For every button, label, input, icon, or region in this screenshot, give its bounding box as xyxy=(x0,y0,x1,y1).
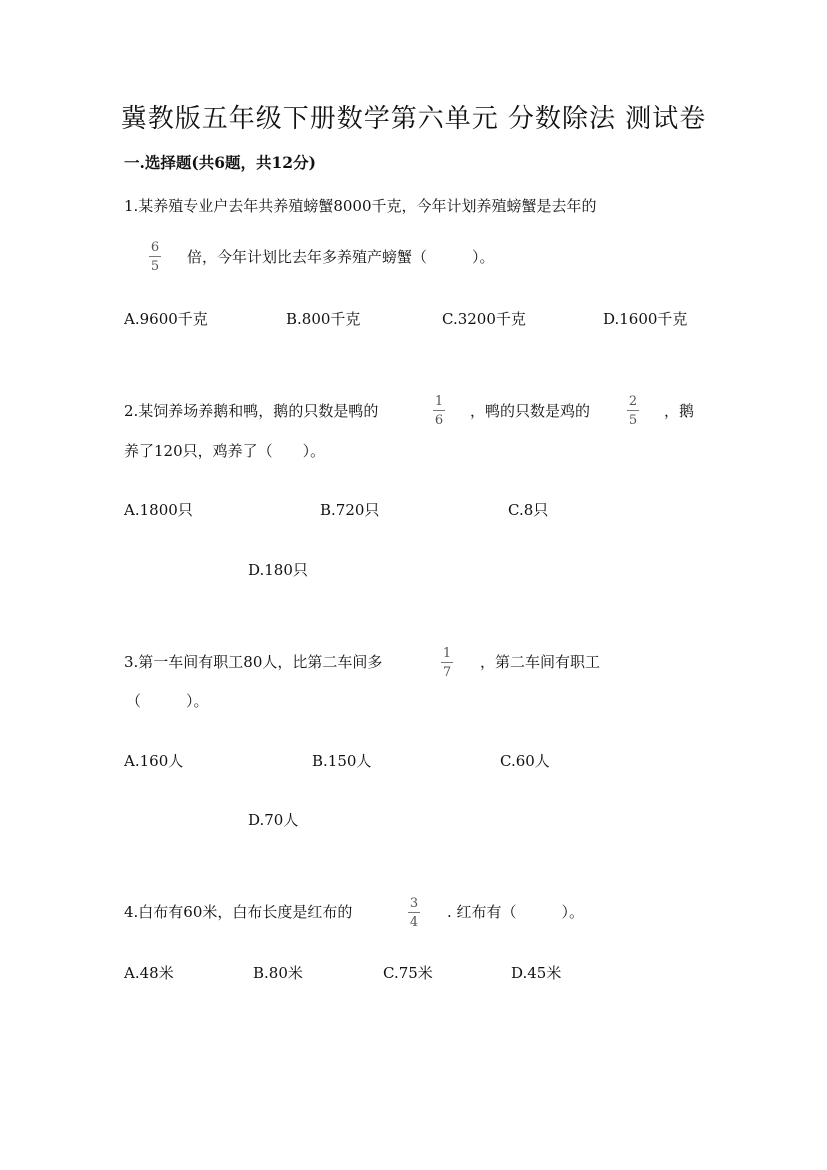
question-2-fraction-1 xyxy=(433,395,445,427)
question-4-option-b[interactable]: B.80米 xyxy=(253,964,303,982)
question-2-option-c[interactable]: C.8只 xyxy=(508,501,549,519)
question-3-option-d[interactable]: D.70人 xyxy=(248,811,299,829)
fraction-denominator: 5 xyxy=(150,259,160,274)
question-1-option-a[interactable]: A.9600千克 xyxy=(124,310,208,328)
question-2-option-b[interactable]: B.720只 xyxy=(320,501,380,519)
question-4-option-d[interactable]: D.45米 xyxy=(511,964,562,982)
question-2-text-mid: ，鸭的只数是鸡的 xyxy=(470,402,591,420)
section-heading: 一.选择题(共6题，共12分) xyxy=(124,153,316,172)
question-2-text-end: ，鹅 xyxy=(664,402,695,420)
question-3-fraction xyxy=(441,647,453,679)
question-1-option-b[interactable]: B.800千克 xyxy=(286,310,361,328)
fraction-numerator: 3 xyxy=(409,896,419,911)
question-1-fraction xyxy=(149,241,161,273)
question-3-text: 3.第一车间有职工80人，比第二车间多 xyxy=(124,653,383,671)
question-2-text: 2.某饲养场养鹅和鸭，鹅的只数是鸭的 xyxy=(124,402,379,420)
question-1-text: 1.某养殖专业户去年共养殖螃蟹8000千克，今年计划养殖螃蟹是去年的 xyxy=(124,197,597,215)
fraction-numerator: 6 xyxy=(150,240,160,255)
question-2-fraction-2 xyxy=(627,395,639,427)
question-2-text-line2: 养了120只，鸡养了（ ）。 xyxy=(124,442,326,460)
fraction-numerator: 1 xyxy=(434,394,444,409)
question-4-text-cont: . 红布有（ ）。 xyxy=(447,903,585,921)
question-3-option-b[interactable]: B.150人 xyxy=(312,752,372,770)
question-2-option-d[interactable]: D.180只 xyxy=(248,561,308,579)
question-1-option-c[interactable]: C.3200千克 xyxy=(442,310,526,328)
question-2-option-a[interactable]: A.1800只 xyxy=(124,501,193,519)
question-4-text: 4.白布有60米，白布长度是红布的 xyxy=(124,903,353,921)
question-1-option-d[interactable]: D.1600千克 xyxy=(603,310,688,328)
question-3-text-line2: （ ）。 xyxy=(126,692,209,710)
question-3-text-cont: ，第二车间有职工 xyxy=(480,653,601,671)
fraction-numerator: 2 xyxy=(628,394,638,409)
question-1-text-cont: 倍，今年计划比去年多养殖产螃蟹（ ）。 xyxy=(187,248,495,266)
question-3-option-c[interactable]: C.60人 xyxy=(500,752,550,770)
question-4-option-c[interactable]: C.75米 xyxy=(383,964,433,982)
fraction-denominator: 6 xyxy=(434,413,444,428)
fraction-denominator: 7 xyxy=(442,665,452,680)
fraction-denominator: 4 xyxy=(409,915,419,930)
question-3-option-a[interactable]: A.160人 xyxy=(124,752,184,770)
fraction-denominator: 5 xyxy=(628,413,638,428)
page-title: 冀教版五年级下册数学第六单元 分数除法 测试卷 xyxy=(120,104,707,134)
question-4-fraction xyxy=(408,897,420,929)
fraction-numerator: 1 xyxy=(442,646,452,661)
question-4-option-a[interactable]: A.48米 xyxy=(124,964,174,982)
